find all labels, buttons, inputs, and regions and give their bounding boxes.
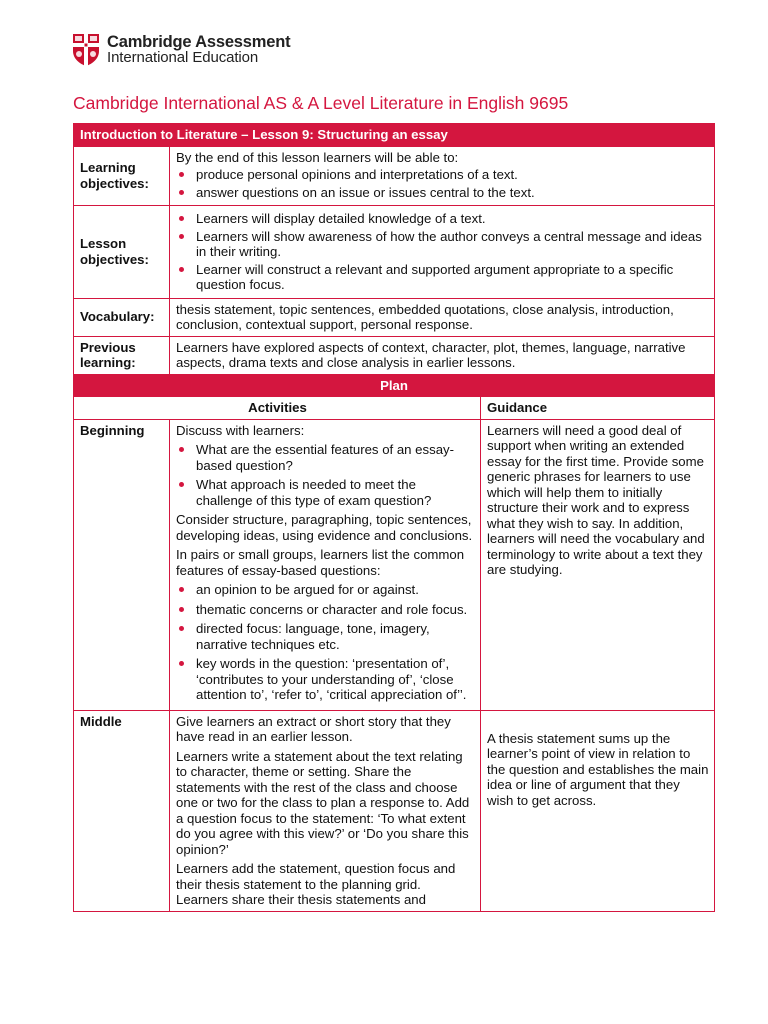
logo-line-1: Cambridge Assessment: [107, 33, 291, 51]
cambridge-logo: [72, 33, 290, 67]
middle-activities: [170, 710, 481, 911]
list-item: an opinion to be argued for or against.: [176, 582, 475, 598]
guidance-column-header: Guidance: [481, 397, 715, 420]
plan-header: Plan: [74, 374, 715, 397]
vocabulary-label: Vocabulary:: [74, 298, 170, 336]
list-item: thematic concerns or character and role focus.: [176, 602, 475, 618]
learning-objectives-label: Learning objectives:: [74, 146, 170, 206]
plan-header-row: [74, 374, 715, 397]
middle-para-1: Give learners an extract or short story that they have read in an earlier lesson.: [176, 713, 451, 744]
lesson-objectives-row: [74, 206, 715, 299]
list-item: Learner will construct a relevant and supported argument appropriate to a specific question focus.: [176, 262, 709, 293]
previous-learning-text: Learners have explored aspects of context, character, plot, themes, language, narrative aspects, drama texts and close analysis in earlier lessons.: [170, 336, 715, 374]
list-item: answer questions on an issue or issues central to the text.: [176, 185, 709, 201]
middle-para-2: Learners write a statement about the text relating to character, theme or setting. Share the statements with the rest of the class and choose one or two for the class to plan a response to. Add a question focus to the statement: ‘To what extent do you agree with this view?’ or ‘Do you share this opinion?’: [176, 748, 470, 857]
lesson-objectives-list: [176, 211, 709, 293]
middle-row: [74, 710, 715, 911]
beginning-row: [74, 419, 715, 710]
beginning-activities: [170, 419, 481, 710]
logo-line-2: International Education: [107, 49, 259, 66]
table-header-row: [74, 124, 715, 147]
activities-column-header: Activities: [74, 397, 481, 420]
learning-objectives-content: [170, 146, 715, 206]
middle-label: Middle: [74, 710, 170, 911]
list-item: key words in the question: ‘presentation of’, ‘contributes to your understanding of’, ‘close attention to’, ‘refer to’, ‘critical appreciation of’’.: [176, 656, 475, 703]
list-item: Learners will display detailed knowledge of a text.: [176, 211, 709, 227]
previous-learning-label: Previous learning:: [74, 336, 170, 374]
beginning-features: [176, 582, 475, 703]
plan-column-headers: [74, 397, 715, 420]
lesson-objectives-content: [170, 206, 715, 299]
learning-objectives-list: [176, 167, 709, 200]
list-item: What are the essential features of an essay-based question?: [176, 442, 475, 473]
beginning-para-1: Consider structure, paragraphing, topic sentences, developing ideas, using evidence and conclusions.: [176, 512, 473, 543]
list-item: directed focus: language, tone, imagery, narrative techniques etc.: [176, 621, 475, 652]
middle-guidance: A thesis statement sums up the learner’s point of view in relation to the question and establishes the main idea or line of argument that they wish to get across.: [481, 710, 715, 911]
beginning-label: Beginning: [74, 419, 170, 710]
beginning-questions: [176, 442, 475, 508]
lesson-objectives-label: Lesson objectives:: [74, 206, 170, 299]
middle-para-3: Learners add the statement, question focus and their thesis statement to the planning grid. Learners share their thesis statements and: [176, 861, 456, 907]
document-title: Cambridge International AS & A Level Literature in English 9695: [73, 93, 569, 113]
beginning-intro: Discuss with learners:: [176, 422, 305, 438]
learning-objectives-row: [74, 146, 715, 206]
learning-objectives-intro: By the end of this lesson learners will be able to:: [176, 149, 459, 165]
list-item: Learners will show awareness of how the author conveys a central message and ideas in their writing.: [176, 229, 709, 260]
vocabulary-row: [74, 298, 715, 336]
previous-learning-row: [74, 336, 715, 374]
list-item: What approach is needed to meet the challenge of this type of exam question?: [176, 477, 475, 508]
cambridge-shield-icon: [72, 33, 100, 67]
beginning-para-2: In pairs or small groups, learners list the common features of essay-based questions:: [176, 547, 465, 578]
lesson-plan-table: [73, 123, 715, 912]
beginning-guidance: Learners will need a good deal of support when writing an extended essay for the first time. Provide some generic phrases for learners to use which will help them to initially structure their work and to express what they wish to say. In addition, learners will need the vocabulary and terminology to write about a text they are studying.: [481, 419, 715, 710]
list-item: produce personal opinions and interpretations of a text.: [176, 167, 709, 183]
vocabulary-text: thesis statement, topic sentences, embedded quotations, close analysis, introduction, conclusion, contextual support, personal response.: [170, 298, 715, 336]
table-header: Introduction to Literature – Lesson 9: Structuring an essay: [74, 124, 715, 147]
